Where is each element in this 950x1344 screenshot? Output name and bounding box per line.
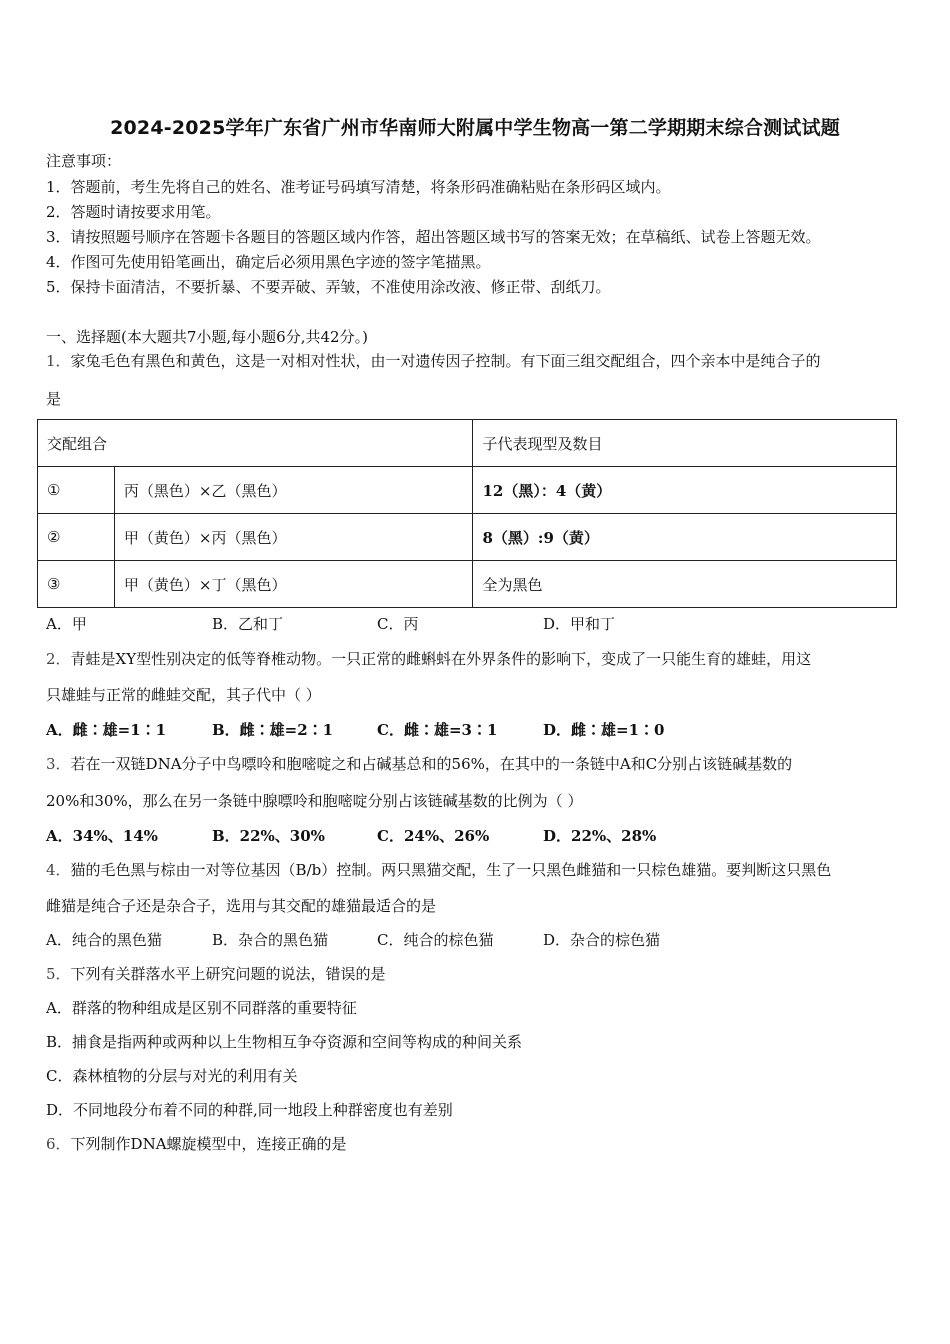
option-b: B．22%、30% (212, 827, 325, 845)
option-c: C．纯合的棕色猫 (377, 931, 494, 949)
table-row (38, 467, 897, 514)
question-5 (46, 964, 386, 984)
question-number: 1． (46, 352, 71, 370)
option-b: B．捕食是指两种或两种以上生物相互争夺资源和空间等构成的种间关系 (46, 1033, 523, 1051)
question-number: 4． (46, 861, 71, 879)
question-text: 下列有关群落水平上研究问题的说法，错误的是 (70, 965, 386, 983)
option-c: C．雌∶雄=3∶1 (377, 721, 498, 739)
option-c: C．丙 (377, 615, 419, 633)
notice-item-2: 2．答题时请按要求用笔。 (46, 203, 221, 221)
question-text: 下列制作DNA螺旋模型中，连接正确的是 (70, 1135, 347, 1153)
row-result: 12（黑）：4（黄） (473, 467, 897, 514)
header-cell: 交配组合 (38, 420, 473, 467)
question-number: 6． (46, 1135, 71, 1153)
page-title: 2024-2025学年广东省广州市华南师大附属中学生物高一第二学期期末综合测试试题 (110, 117, 840, 139)
row-id: ② (38, 514, 115, 561)
question-number: 2． (46, 650, 71, 668)
option-d: D．22%、28% (543, 827, 657, 845)
row-result: 8（黑）:9（黄） (473, 514, 897, 561)
row-cross: 丙（黑色）×乙（黑色） (114, 467, 473, 514)
option-d: D．杂合的棕色猫 (543, 931, 661, 949)
question-1-cont: 是 (46, 390, 62, 408)
notice-item-1: 1．答题前，考生先将自己的姓名、准考证号码填写清楚，将条形码准确粘贴在条形码区域内。 (46, 178, 671, 196)
option-a: A．甲 (46, 615, 87, 633)
option-a: A．雌∶雄=1∶1 (46, 721, 167, 739)
row-cross: 甲（黄色）×丙（黑色） (114, 514, 473, 561)
question-text: 青蛙是XY型性别决定的低等脊椎动物。一只正常的雌蝌蚪在外界条件的影响下，变成了一只能生育的雄蛙，用这 (70, 650, 812, 668)
row-id: ③ (38, 561, 115, 608)
question-2 (46, 649, 811, 669)
option-c: C．森林植物的分层与对光的利用有关 (46, 1067, 298, 1085)
question-4-cont: 雌猫是纯合子还是杂合子，选用与其交配的雄猫最适合的是 (46, 897, 437, 915)
section-heading: 一、选择题(本大题共7小题,每小题6分,共42分。) (46, 328, 368, 346)
notice-heading: 注意事项： (46, 152, 122, 170)
table-row (38, 561, 897, 608)
option-c: C．24%、26% (377, 827, 490, 845)
question-text: 家兔毛色有黑色和黄色，这是一对相对性状，由一对遗传因子控制。有下面三组交配组合，四个亲本中是纯合子的 (70, 352, 821, 370)
option-a: A．纯合的黑色猫 (46, 931, 162, 949)
option-d: D．雌∶雄=1∶0 (543, 721, 665, 739)
question-6 (46, 1134, 347, 1154)
table-header-row (38, 420, 897, 467)
table-row (38, 514, 897, 561)
option-d: D．不同地段分布着不同的种群,同一地段上种群密度也有差别 (46, 1101, 453, 1119)
question-3 (46, 754, 792, 774)
question-number: 5． (46, 965, 71, 983)
question-number: 3． (46, 755, 71, 773)
question-text: 若在一双链DNA分子中鸟嘌呤和胞嘧啶之和占碱基总和的56%，在其中的一条链中A和C分别占该链碱基数的 (70, 755, 793, 773)
header-cell: 子代表现型及数目 (473, 420, 897, 467)
row-id: ① (38, 467, 115, 514)
question-text: 猫的毛色黑与棕由一对等位基因（B/b）控制。两只黑猫交配，生了一只黑色雌猫和一只棕色雄猫。要判断这只黑色 (70, 861, 832, 879)
notice-item-4: 4．作图可先使用铅笔画出，确定后必须用黑色字迹的签字笔描黑。 (46, 253, 491, 271)
question-4 (46, 860, 831, 880)
option-b: B．雌∶雄=2∶1 (212, 721, 334, 739)
option-a: A．34%、14% (46, 827, 158, 845)
row-result: 全为黑色 (473, 561, 897, 608)
question-2-cont: 只雄蛙与正常的雌蛙交配，其子代中（ ） (46, 686, 321, 704)
question-1 (46, 351, 821, 371)
cross-table (37, 419, 897, 608)
question-3-cont: 20%和30%，那么在另一条链中腺嘌呤和胞嘧啶分别占该链碱基数的比例为（ ） (46, 792, 583, 810)
notice-item-3: 3．请按照题号顺序在答题卡各题目的答题区域内作答，超出答题区域书写的答案无效；在草稿纸、试卷上答题无效。 (46, 228, 821, 246)
option-d: D．甲和丁 (543, 615, 616, 633)
notice-item-5: 5．保持卡面清洁，不要折暴、不要弄破、弄皱，不准使用涂改液、修正带、刮纸刀。 (46, 278, 611, 296)
option-b: B．乙和丁 (212, 615, 284, 633)
option-a: A．群落的物种组成是区别不同群落的重要特征 (46, 999, 357, 1017)
row-cross: 甲（黄色）×丁（黑色） (114, 561, 473, 608)
option-b: B．杂合的黑色猫 (212, 931, 329, 949)
